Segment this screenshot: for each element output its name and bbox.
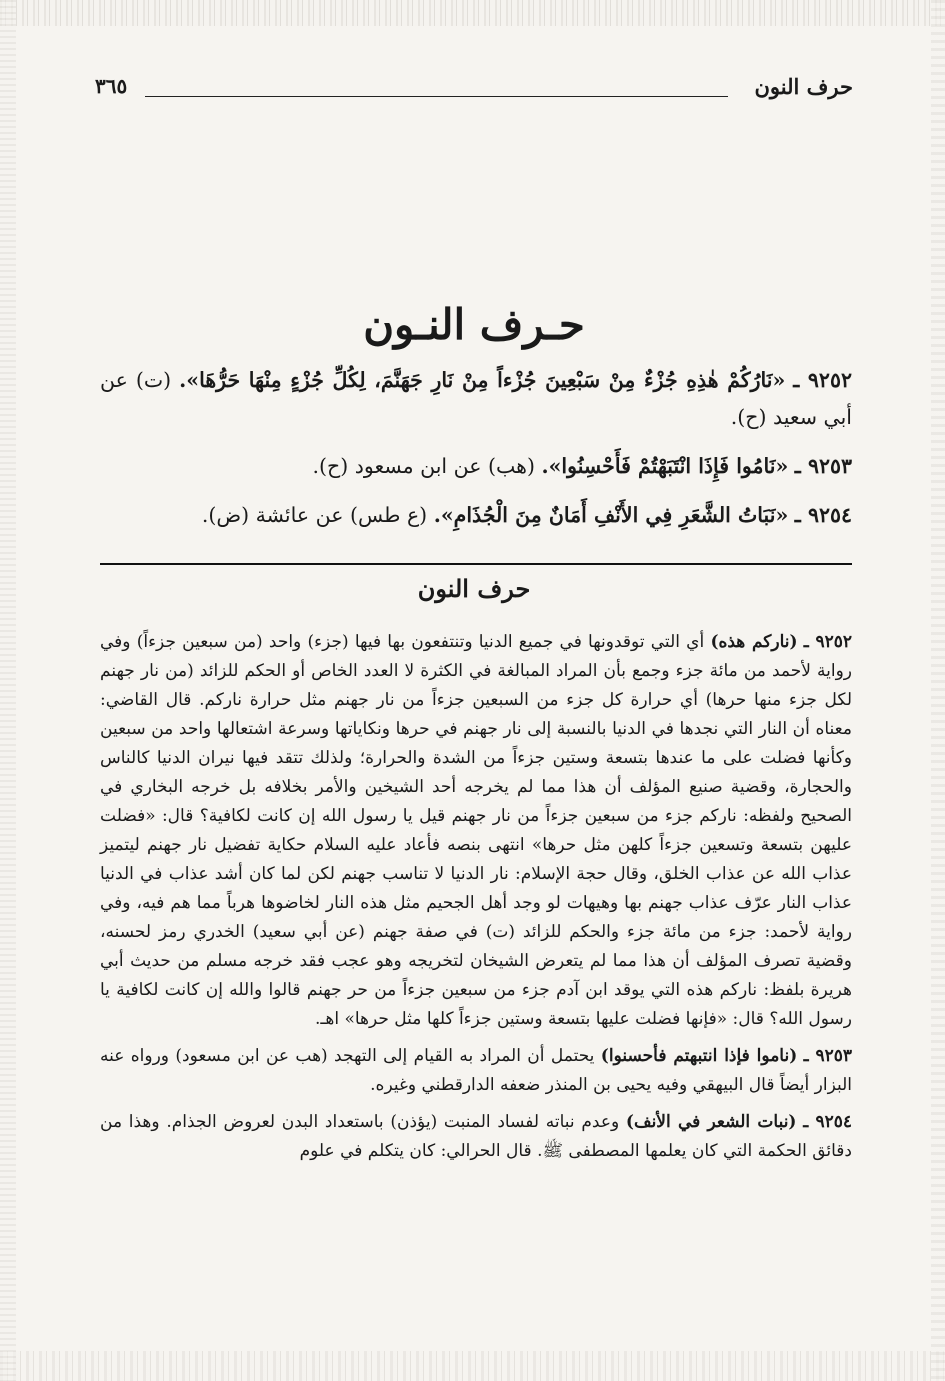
commentary-lead: (ناموا فإذا انتبهتم فأحسنوا) (600, 1046, 798, 1066)
hadith-entry (100, 362, 852, 436)
commentary-number: ٩٢٥٣ ـ (803, 1046, 853, 1066)
commentary-paragraph (100, 1108, 852, 1166)
page-number: ٣٦٥ (95, 74, 128, 98)
hadith-source: (ت) عن أبي سعيد (ح). (100, 368, 852, 429)
commentary-body (100, 628, 852, 1174)
commentary-text: أي التي توقدونها في جميع الدنيا وتنتفعون بها فيها (جزء) واحد (من سبعين جزءاً) وفي رواية لأحمد من مائة جزء وجمع بأن المراد المبالغة في الكثرة لا العدد الخاص أو الحكم للزائد (من نار جهنم لكل جزء منها حرها) أي حرارة كل جزء من السبعين جزءاً من نار جهنم مثل حرارة ناركم. قال القاضي: معناه أن النار التي نجدها في الدنيا بالنسبة إلى نار جهنم في حرها ونكاياتها وسرعة اشتعالها واحد من سبعين وكأنها فضلت على ما عندها بتسعة وستين جزءاً من الشدة والحرارة؛ ولذلك تتقد فيها نيران الدنيا كالناس والحجارة، وقضية صنيع المؤلف أن هذا مما لم يخرجه أحد الشيخين والأمر بخلافه بل خرجه البخاري في الصحيح ولفظه: ناركم جزء من سبعين جزءاً من نار جهنم قيل يا رسول الله إن كانت لكافية؟ قال: «فضلت عليهن بتسعة وتسعين جزءاً كلهن مثل حرها» انتهى بنصه فأعاد عليه السلام حكاية تفضيل نار جهنم ليتميز عذاب الله عن عذاب الخلق، وقال حجة الإسلام: نار الدنيا لا تناسب جهنم لكن لما كان أشد عذاب في الدنيا عذاب النار عرّف عذاب جهنم بها وهيهات لو وجد أهل الجحيم مثل هذه النار لخاضوها هرباً مما هم فيه، وفي رواية لأحمد: جزء من مائة جزء والحكم للزائد (ت) في صفة جهنم (عن أبي سعيد) الخدري رمز لحسنه، وقضية تصرف المؤلف أن هذا مما لم يتعرض الشيخان لتخريجه وهو عجب فقد خرجه مسلم من حديث أبي هريرة بلفظ: ناركم هذه التي يوقد ابن آدم جزء من سبعين جزءاً من حر جهنم قالوا والله إن كانت لكافية يا رسول الله؟ قال: «فإنها فضلت عليها بتسعة وستين جزءاً كلها مثل حرها» اهـ. (100, 632, 852, 1029)
section-divider (100, 563, 852, 565)
hadith-source: (هب) عن ابن مسعود (ح). (312, 453, 535, 478)
hadith-text: «نَامُوا فَإِذَا انْتَبَهْتُمْ فَأَحْسِنُوا». (541, 453, 789, 478)
chapter-title: حـرف النـون (363, 300, 585, 349)
hadith-entry (100, 497, 852, 534)
commentary-text: وعدم نباته لفساد المنبت (يؤذن) باستعداد البدن لعروض الجذام. وهذا من دقائق الحكمة التي كان يعلمها المصطفى ﷺ. قال الحرالي: كان يتكلم في علوم (100, 1112, 852, 1161)
scan-noise-left (0, 0, 16, 1381)
scan-noise-top (0, 0, 945, 26)
hadith-number: ٩٢٥٤ ـ (794, 502, 852, 527)
commentary-paragraph (100, 1042, 852, 1100)
hadith-number: ٩٢٥٣ ـ (794, 453, 852, 478)
commentary-number: ٩٢٥٤ ـ (803, 1112, 852, 1132)
hadith-list (100, 362, 852, 546)
scan-noise-bottom (0, 1351, 945, 1381)
commentary-paragraph (100, 628, 852, 1034)
commentary-title: حرف النون (417, 574, 531, 603)
header-rule (145, 96, 728, 97)
commentary-number: ٩٢٥٢ ـ (803, 632, 853, 652)
commentary-lead: (ناركم هذه) (710, 632, 798, 652)
hadith-source: (ع طس) عن عائشة (ض). (201, 502, 428, 527)
header-title: حرف النون (754, 74, 853, 99)
hadith-text: «نَبَاتُ الشَّعَرِ فِي الأَنْفِ أَمَانٌ مِنَ الْجُذَامِ». (433, 502, 789, 527)
running-header (95, 72, 853, 112)
hadith-text: «نَارُكُمْ هٰذِهِ جُزْءٌ مِنْ سَبْعِينَ جُزْءاً مِنْ نَارِ جَهَنَّمَ، لِكُلِّ جُزْءٍ مِنْهَا حَرُّهَا». (179, 368, 786, 392)
commentary-lead: (نبات الشعر في الأنف) (625, 1112, 797, 1132)
commentary-text: يحتمل أن المراد به القيام إلى التهجد (هب عن ابن مسعود) ورواه عنه البزار أيضاً قال البيهقي وفيه يحيى بن المنذر ضعفه الدارقطني وغيره. (100, 1046, 852, 1095)
scan-noise-right (931, 0, 945, 1381)
hadith-entry (100, 448, 852, 485)
hadith-number: ٩٢٥٢ ـ (793, 368, 852, 392)
